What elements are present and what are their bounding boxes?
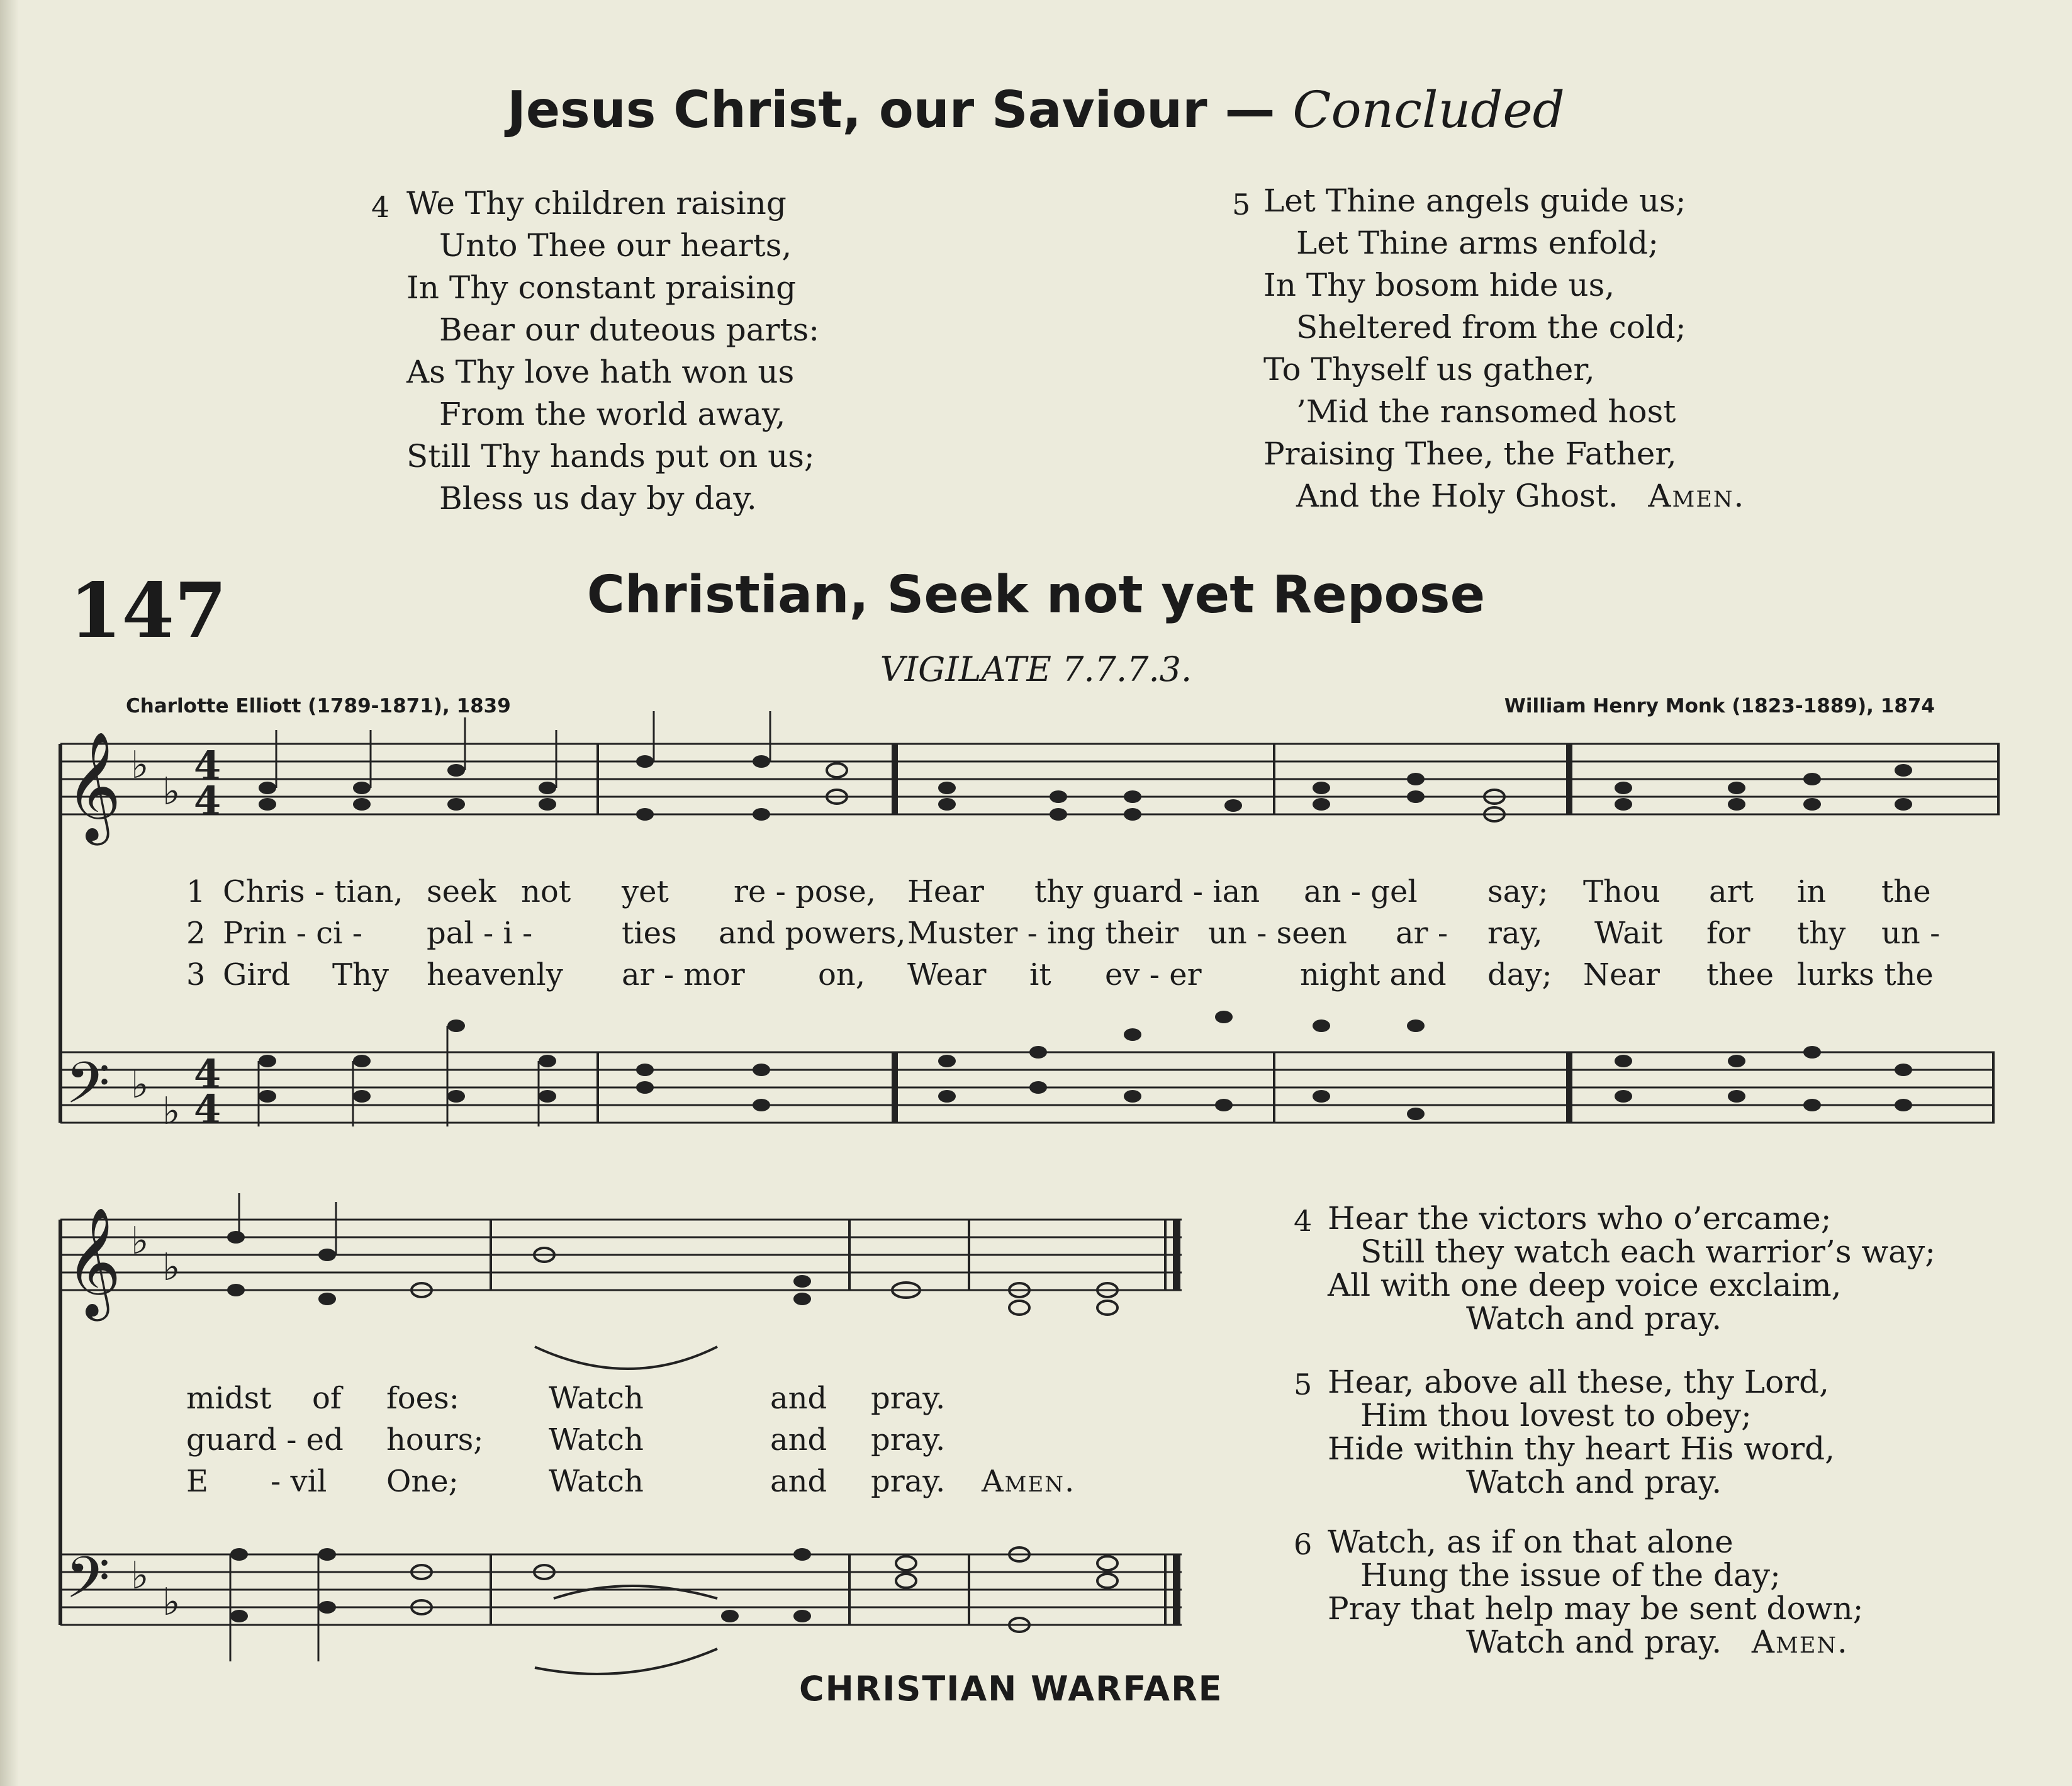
lyric-syllable: of xyxy=(312,1381,342,1416)
flat-icon: ♭ xyxy=(162,1089,181,1133)
hymn-number: 147 xyxy=(69,566,227,655)
bass-clef-icon: 𝄢 xyxy=(65,1544,110,1625)
lyric-syllable: pray. xyxy=(871,1464,946,1499)
lyric-syllable: not xyxy=(521,874,571,909)
lyric-syllable: art xyxy=(1709,874,1754,909)
lyric-syllable: Wear xyxy=(907,957,987,992)
author-credit: Charlotte Elliott (1789-1871), 1839 xyxy=(126,695,511,717)
verse-line: Still they watch each warrior’s way; xyxy=(1360,1233,1936,1270)
verse-line: To Thyself us gather, xyxy=(1263,351,1595,388)
header-title: Jesus Christ, our Saviour xyxy=(507,81,1207,139)
lyric-syllable: ar - xyxy=(1396,916,1448,951)
lyric-syllable: thy xyxy=(1797,916,1846,951)
stanza-number: 5 xyxy=(1294,1368,1313,1401)
lyric-syllable: night and xyxy=(1300,957,1447,992)
verse-line: Watch, as if on that alone xyxy=(1328,1524,1733,1560)
lyric-syllable: on, xyxy=(818,957,866,992)
lyric-syllable: Thy xyxy=(332,957,389,992)
verse-line: Let Thine angels guide us; xyxy=(1263,183,1686,219)
time-signature-top: 4 xyxy=(194,1051,221,1097)
stanza-5 xyxy=(1294,1364,1835,1500)
verse-line: In Thy bosom hide us, xyxy=(1263,267,1615,303)
verse-line: Bear our duteous parts: xyxy=(439,312,820,348)
header-concluded: Concluded xyxy=(1292,81,1565,139)
treble-clef-icon: 𝄞 xyxy=(65,1207,121,1317)
verse-line: Sheltered from the cold; xyxy=(1296,309,1686,345)
treble-staff-1 xyxy=(60,744,2000,814)
verse-line: Hear the victors who o’ercame; xyxy=(1328,1200,1832,1237)
lyric-syllable: pray. xyxy=(871,1381,946,1416)
flat-icon: ♭ xyxy=(162,1245,181,1289)
flat-icon: ♭ xyxy=(131,1063,149,1107)
lyric-syllable: Chris - tian, xyxy=(223,874,403,909)
lyric-syllable: ray, xyxy=(1487,916,1543,951)
treble-clef-icon: 𝄞 xyxy=(65,731,121,841)
verse-line: Praising Thee, the Father, xyxy=(1263,435,1677,472)
lyric-syllable: Wait xyxy=(1594,916,1663,951)
lyric-syllable: E xyxy=(186,1464,209,1499)
lyric-syllable: in xyxy=(1797,874,1827,909)
stanza-number: 4 xyxy=(1294,1204,1313,1238)
verse-line: Him thou lovest to obey; xyxy=(1360,1397,1752,1434)
lyric-syllable: One; xyxy=(386,1464,459,1499)
lyric-syllable: heavenly xyxy=(427,957,563,992)
lyric-syllable: and xyxy=(770,1464,827,1499)
lyric-syllable: Hear xyxy=(907,874,984,909)
verse-line: Hide within thy heart His word, xyxy=(1328,1430,1835,1467)
bass-clef-icon: 𝄢 xyxy=(65,1050,110,1130)
flat-icon: ♭ xyxy=(131,1219,149,1263)
stanza-6 xyxy=(1294,1524,1864,1660)
lyric-syllable: un - xyxy=(1881,916,1940,951)
verse-line: Unto Thee our hearts, xyxy=(439,227,792,264)
verse-line: Watch and pray. xyxy=(1466,1300,1722,1337)
lyric-syllable: an - gel xyxy=(1304,874,1418,909)
lyric-syllable: day; xyxy=(1487,957,1552,992)
verse-line: Pray that help may be sent down; xyxy=(1328,1590,1864,1627)
verse-line: Watch and pray. xyxy=(1466,1464,1722,1500)
verse-line: From the world away, xyxy=(439,396,786,432)
lyric-syllable: un - seen xyxy=(1208,916,1347,951)
time-signature-top: 4 xyxy=(194,743,221,789)
bass-staff-1 xyxy=(60,1052,1995,1123)
verse-line: In Thy constant praising xyxy=(406,269,797,306)
lyric-syllable: lurks the xyxy=(1797,957,1934,992)
lyric-syllable: hours; xyxy=(386,1422,484,1457)
lyric-syllable: ties xyxy=(622,916,677,951)
lyric-syllable: thy guard - ian xyxy=(1034,874,1260,909)
lyric-syllable: seek xyxy=(427,874,496,909)
verse-line: We Thy children raising xyxy=(406,185,787,222)
verse-line: Bless us day by day. xyxy=(439,480,757,517)
flat-icon: ♭ xyxy=(131,743,149,787)
lyric-syllable: pal - i - xyxy=(427,916,533,951)
lyric-syllable: Near xyxy=(1583,957,1660,992)
verse-line: All with one deep voice exclaim, xyxy=(1328,1267,1842,1303)
lyric-syllable: for xyxy=(1706,916,1750,951)
amen-label: Amen. xyxy=(1751,1624,1849,1660)
lyric-syllable: and xyxy=(770,1422,827,1457)
lyric-syllable: thee xyxy=(1706,957,1774,992)
verse-line: Hear, above all these, thy Lord, xyxy=(1328,1364,1829,1400)
verse-line xyxy=(1328,1626,1864,1659)
verse-line: Still Thy hands put on us; xyxy=(406,438,815,475)
lyric-syllable: ar - mor xyxy=(622,957,745,992)
amen-label: Amen. xyxy=(982,1464,1076,1499)
lyric-syllable: say; xyxy=(1487,874,1548,909)
lyric-syllable: it xyxy=(1029,957,1051,992)
lyric-syllable: re - pose, xyxy=(734,874,876,909)
lyric-syllable: midst xyxy=(186,1381,272,1416)
verse-line-text: And the Holy Ghost. xyxy=(1296,478,1618,514)
lyric-syllable: the xyxy=(1881,874,1931,909)
verse-number: 1 xyxy=(186,874,206,909)
lyric-syllable: Watch xyxy=(549,1381,644,1416)
lyric-syllable: Muster - ing their xyxy=(907,916,1179,951)
lyric-syllable: foes: xyxy=(386,1381,459,1416)
lyric-syllable: guard - ed xyxy=(186,1422,344,1457)
stanza-number: 6 xyxy=(1294,1527,1313,1561)
lyric-syllable: Thou xyxy=(1583,874,1660,909)
lyric-syllable: - vil xyxy=(271,1464,327,1499)
stanza-4 xyxy=(1294,1200,1936,1337)
time-signature-bottom: 4 xyxy=(194,778,221,824)
lyric-syllable: yet xyxy=(622,874,669,909)
bass-staff-2 xyxy=(60,1554,1182,1625)
treble-staff-2 xyxy=(60,1220,1182,1290)
verse-line: As Thy love hath won us xyxy=(406,354,795,390)
header-dash: — xyxy=(1207,81,1293,139)
composer-credit: William Henry Monk (1823-1889), 1874 xyxy=(1504,695,1935,717)
lyric-syllable: Prin - ci - xyxy=(223,916,362,951)
flat-icon: ♭ xyxy=(131,1554,149,1598)
verse-line-text: Watch and pray. xyxy=(1466,1624,1722,1660)
lyric-syllable: Gird xyxy=(223,957,291,992)
verse-line: Let Thine arms enfold; xyxy=(1296,225,1659,261)
flat-icon: ♭ xyxy=(162,770,181,814)
lyric-syllable: Watch xyxy=(549,1422,644,1457)
hymn-title: Christian, Seek not yet Repose xyxy=(586,565,1486,625)
lyric-syllable: Watch xyxy=(549,1464,644,1499)
lyric-syllable: pray. xyxy=(871,1422,946,1457)
time-signature-bottom: 4 xyxy=(194,1086,221,1132)
stanza-number: 5 xyxy=(1232,188,1251,222)
amen-label: Amen. xyxy=(1648,478,1745,514)
verse-line: Hung the issue of the day; xyxy=(1360,1557,1781,1593)
verse-number: 3 xyxy=(186,957,206,992)
stanza-number: 4 xyxy=(371,190,390,224)
tune-name: VIGILATE 7.7.7.3. xyxy=(880,649,1192,689)
lyric-syllable: ev - er xyxy=(1105,957,1202,992)
lyric-syllable: and xyxy=(770,1381,827,1416)
verse-line: ’Mid the ransomed host xyxy=(1296,393,1676,430)
lyric-syllable: and powers, xyxy=(719,916,906,951)
flat-icon: ♭ xyxy=(162,1580,181,1624)
section-footer: CHRISTIAN WARFARE xyxy=(799,1669,1223,1709)
verse-number: 2 xyxy=(186,916,206,951)
